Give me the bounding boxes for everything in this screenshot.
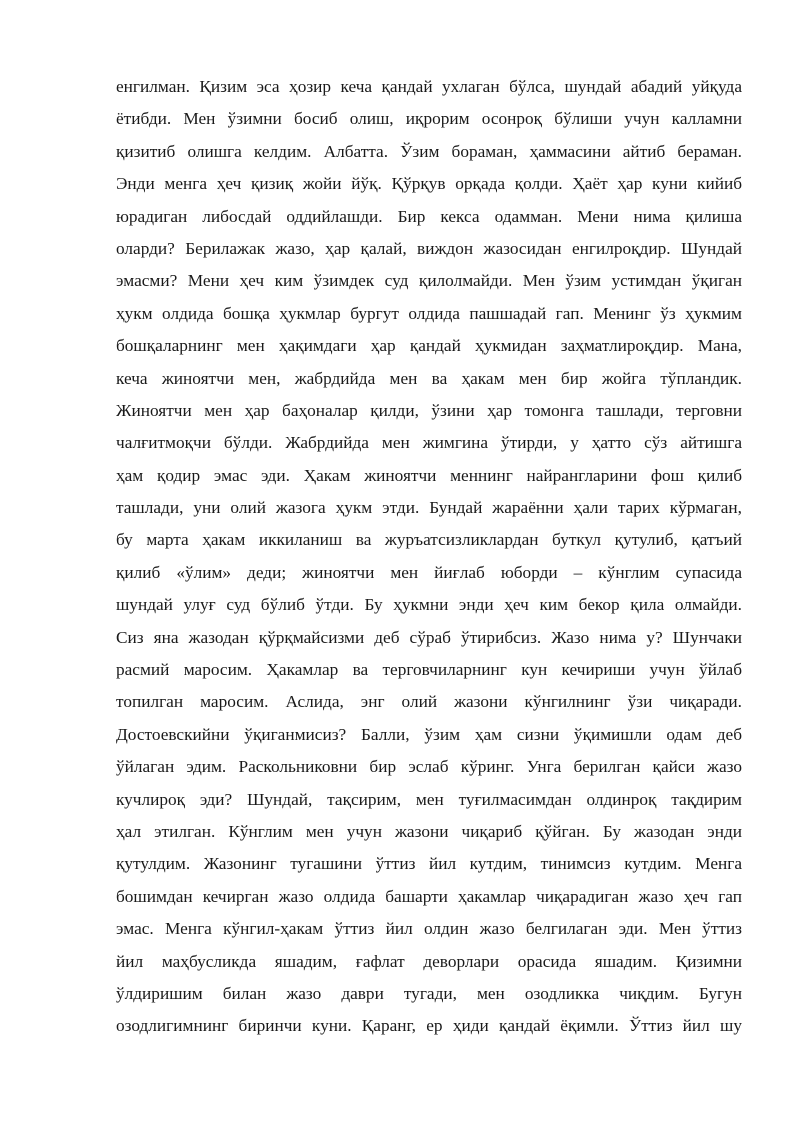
text-line: расмий маросим. Ҳакамлар ва терговчиларнинг кун кечириши учун ўйлаб xyxy=(116,660,742,680)
text-line: қилиб «ўлим» деди; жиноятчи мен йиғлаб юборди – кўнглим супасида xyxy=(116,562,742,582)
text-line: қутулдим. Жазонинг тугашини ўттиз йил кутдим, тинимсиз кутдим. Менга xyxy=(116,854,742,874)
text-line: йил маҳбусликда яшадим, ғафлат деворлари орасида яшадим. Қизимни xyxy=(116,951,742,971)
text-line: енгилман. Қизим эса ҳозир кеча қандай ухлаган бўлса, шундай абадий уйқуда xyxy=(116,77,742,96)
text-line: эмасми? Мени ҳеч ким ўзимдек суд қилолмайди. Мен ўзим устимдан ўқиган xyxy=(116,271,742,291)
text-line: ҳам қодир эмас эди. Ҳакам жиноятчи меннинг найрангларини фош қилиб xyxy=(116,465,742,485)
text-line: Достоевскийни ўқиганмисиз? Балли, ўзим ҳам сизни ўқимишли одам деб xyxy=(116,724,742,744)
text-line: юрадиган либосдай оддийлашди. Бир кекса одамман. Мени нима қилиша xyxy=(116,206,742,226)
text-line: бошимдан кечирган жазо олдида башарти ҳакамлар чиқарадиган жазо ҳеч гап xyxy=(116,886,742,906)
body-text xyxy=(116,71,742,1043)
text-line: Жиноятчи мен ҳар баҳоналар қилди, ўзини ҳар томонга ташлади, терговни xyxy=(116,400,742,420)
text-line: озодлигимнинг биринчи куни. Қаранг, ер ҳиди қандай ёқимли. Ўттиз йил шу xyxy=(116,1016,742,1036)
text-line: эмас. Менга кўнгил-ҳакам ўттиз йил олдин жазо белгилаган эди. Мен ўттиз xyxy=(116,919,742,939)
text-line: ҳукм олдида бошқа ҳукмлар бургут олдида пашшадай гап. Менинг ўз ҳукмим xyxy=(116,303,742,323)
text-line: Энди менга ҳеч қизиқ жойи йўқ. Қўрқув орқада қолди. Ҳаёт ҳар куни кийиб xyxy=(116,174,742,194)
text-line: топилган маросим. Аслида, энг олий жазони кўнгилнинг ўзи чиқаради. xyxy=(116,692,742,712)
text-line: ташлади, уни олий жазога ҳукм этди. Бундай жараённи ҳали тарих кўрмаган, xyxy=(116,498,742,518)
text-line: ўлдиришим билан жазо даври тугади, мен озодликка чиқдим. Бугун xyxy=(116,983,742,1003)
text-line: бу марта ҳакам иккиланиш ва журъатсизликлардан буткул қутулиб, қатъий xyxy=(116,530,742,550)
text-line: Сиз яна жазодан қўрқмайсизми деб сўраб ўтирибсиз. Жазо нима у? Шунчаки xyxy=(116,627,742,647)
text-line: ётибди. Мен ўзимни босиб олиш, иқрорим осонроқ бўлиши учун калламни xyxy=(116,109,742,129)
text-line: ўйлаган эдим. Раскольниковни бир эслаб кўринг. Унга берилган қайси жазо xyxy=(116,757,742,777)
text-line: ҳал этилган. Кўнглим мен учун жазони чиқариб қўйган. Бу жазодан энди xyxy=(116,821,742,841)
text-line: кучлироқ эди? Шундай, тақсирим, мен туғилмасимдан олдинроқ тақдирим xyxy=(116,789,742,809)
text-line: кеча жиноятчи мен, жабрдийда мен ва ҳакам мен бир жойга тўпландик. xyxy=(116,368,742,388)
text-line: қизитиб олишга келдим. Албатта. Ўзим бораман, ҳаммасини айтиб бераман. xyxy=(116,141,742,161)
text-line: оларди? Берилажак жазо, ҳар қалай, виждон жазосидан енгилроқдир. Шундай xyxy=(116,238,742,258)
text-line: шундай улуғ суд бўлиб ўтди. Бу ҳукмни энди ҳеч ким бекор қила олмайди. xyxy=(116,595,742,615)
text-line: бошқаларнинг мен ҳақимдаги ҳар қандай ҳукмидан заҳматлироқдир. Мана, xyxy=(116,336,742,356)
text-line: чалғитмоқчи бўлди. Жабрдийда мен жимгина ўтирди, у ҳатто сўз айтишга xyxy=(116,433,742,453)
